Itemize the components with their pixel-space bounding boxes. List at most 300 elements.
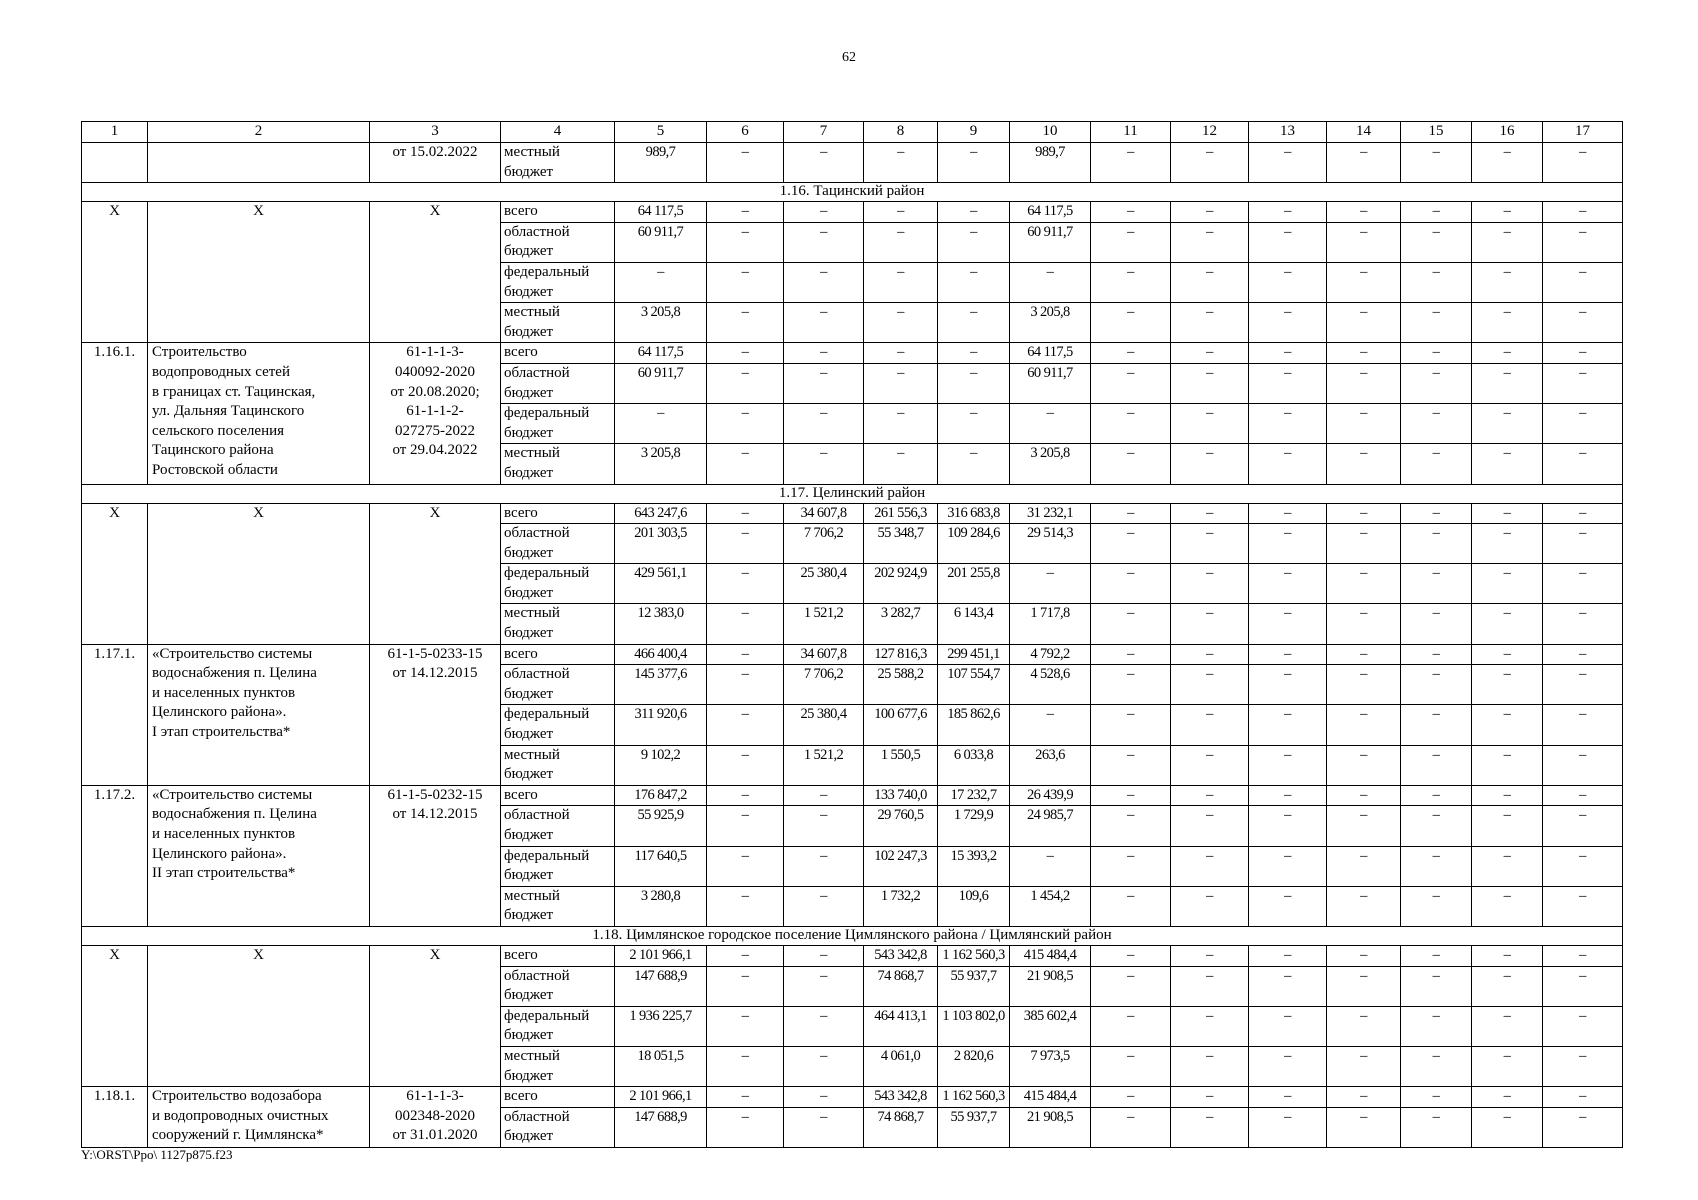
table-cell: –: [1401, 1107, 1472, 1147]
table-cell: –: [1091, 303, 1171, 343]
table-cell: –: [1091, 1046, 1171, 1086]
table-cell: 1 936 225,7: [615, 1006, 707, 1046]
table-cell: –: [707, 564, 784, 604]
table-cell: 202 924,9: [864, 564, 938, 604]
table-cell: –: [1171, 303, 1249, 343]
table-cell: –: [1249, 1046, 1327, 1086]
table-cell: 3 205,8: [615, 303, 707, 343]
table-cell: –: [1171, 1006, 1249, 1046]
table-cell: 1 729,9: [938, 806, 1010, 846]
table-cell: 74 868,7: [864, 1107, 938, 1147]
table-cell: –: [1472, 363, 1543, 403]
table-cell: 201 255,8: [938, 564, 1010, 604]
table-cell: 1 717,8: [1010, 604, 1091, 644]
table-cell: –: [1472, 143, 1543, 183]
table-cell: –: [784, 404, 864, 444]
table-cell: –: [1171, 143, 1249, 183]
table-cell: 1 454,2: [1010, 886, 1091, 926]
table-cell: «Строительство системы водоснабжения п. Целина и населенных пунктов Целинского района». II этап строительства*: [148, 785, 370, 926]
table-cell: 466 400,4: [615, 644, 707, 665]
table-cell: 989,7: [1010, 143, 1091, 183]
table-cell: –: [1171, 806, 1249, 846]
table-cell: –: [1543, 222, 1623, 262]
table-cell: Х: [82, 945, 148, 1086]
table-cell: –: [1543, 665, 1623, 705]
table-cell: областной бюджет: [501, 806, 615, 846]
table-cell: 6 033,8: [938, 745, 1010, 785]
table-cell: –: [1249, 886, 1327, 926]
table-cell: –: [1171, 846, 1249, 886]
table-cell: –: [1171, 343, 1249, 364]
table-cell: «Строительство системы водоснабжения п. Целина и населенных пунктов Целинского района». I этап строительства*: [148, 644, 370, 785]
table-cell: –: [938, 222, 1010, 262]
table-cell: 989,7: [615, 143, 707, 183]
table-cell: –: [1091, 524, 1171, 564]
table-cell: –: [1543, 745, 1623, 785]
table-cell: –: [1472, 222, 1543, 262]
table-cell: 145 377,6: [615, 665, 707, 705]
column-number-cell: 3: [370, 122, 501, 143]
table-cell: –: [1401, 806, 1472, 846]
table-cell: –: [707, 262, 784, 302]
table-cell: –: [1249, 604, 1327, 644]
table-cell: 2 820,6: [938, 1046, 1010, 1086]
table-cell: –: [1171, 966, 1249, 1006]
table-cell: –: [784, 143, 864, 183]
table-cell: всего: [501, 1087, 615, 1108]
table-cell: –: [1091, 363, 1171, 403]
table-cell: 25 380,4: [784, 705, 864, 745]
table-cell: –: [1401, 705, 1472, 745]
table-cell: –: [1472, 444, 1543, 484]
table-cell: 311 920,6: [615, 705, 707, 745]
table-cell: [82, 143, 148, 183]
table-cell: Х: [148, 503, 370, 644]
table-cell: –: [1249, 343, 1327, 364]
table-cell: 102 247,3: [864, 846, 938, 886]
table-cell: –: [707, 846, 784, 886]
table-cell: –: [1091, 604, 1171, 644]
table-cell: 4 061,0: [864, 1046, 938, 1086]
table-cell: –: [707, 222, 784, 262]
table-cell: 261 556,3: [864, 503, 938, 524]
table-cell: –: [1543, 945, 1623, 966]
table-cell: 7 706,2: [784, 665, 864, 705]
table-cell: областной бюджет: [501, 665, 615, 705]
table-cell: –: [707, 202, 784, 223]
table-cell: –: [1472, 945, 1543, 966]
table-cell: –: [864, 222, 938, 262]
table-cell: –: [707, 705, 784, 745]
table-cell: –: [1171, 604, 1249, 644]
table-cell: –: [938, 202, 1010, 223]
table-cell: 21 908,5: [1010, 1107, 1091, 1147]
table-cell: –: [1171, 1087, 1249, 1108]
table-cell: –: [784, 806, 864, 846]
table-cell: –: [1543, 1087, 1623, 1108]
table-cell: –: [1543, 785, 1623, 806]
table-cell: –: [784, 363, 864, 403]
table-cell: –: [784, 1107, 864, 1147]
table-cell: 26 439,9: [1010, 785, 1091, 806]
table-cell: –: [1472, 303, 1543, 343]
table-cell: всего: [501, 945, 615, 966]
table-cell: 34 607,8: [784, 503, 864, 524]
table-cell: 1 521,2: [784, 604, 864, 644]
table-cell: –: [1327, 745, 1401, 785]
table-cell: –: [1401, 404, 1472, 444]
table-row: [82, 503, 1623, 524]
table-cell: местный бюджет: [501, 1046, 615, 1086]
table-cell: –: [1543, 444, 1623, 484]
column-number-cell: 1: [82, 122, 148, 143]
table-cell: –: [1327, 665, 1401, 705]
table-cell: областной бюджет: [501, 1107, 615, 1147]
table-cell: 60 911,7: [615, 363, 707, 403]
table-cell: –: [707, 1107, 784, 1147]
table-cell: –: [1543, 644, 1623, 665]
table-cell: 1.17.1.: [82, 644, 148, 785]
table-cell: –: [1472, 1046, 1543, 1086]
column-number-cell: 7: [784, 122, 864, 143]
table-cell: всего: [501, 343, 615, 364]
table-cell: –: [1543, 1006, 1623, 1046]
table-cell: –: [1543, 564, 1623, 604]
table-cell: 18 051,5: [615, 1046, 707, 1086]
column-number-cell: 11: [1091, 122, 1171, 143]
table-cell: –: [707, 524, 784, 564]
table-cell: местный бюджет: [501, 886, 615, 926]
table-cell: 263,6: [1010, 745, 1091, 785]
table-cell: –: [1249, 745, 1327, 785]
table-cell: 60 911,7: [1010, 222, 1091, 262]
table-cell: 201 303,5: [615, 524, 707, 564]
table-cell: –: [864, 444, 938, 484]
table-cell: –: [1472, 665, 1543, 705]
table-cell: –: [1401, 222, 1472, 262]
table-cell: областной бюджет: [501, 222, 615, 262]
table-cell: –: [1010, 564, 1091, 604]
table-cell: –: [784, 785, 864, 806]
table-cell: 100 677,6: [864, 705, 938, 745]
table-cell: –: [1543, 202, 1623, 223]
table-cell: –: [1171, 404, 1249, 444]
table-cell: –: [1091, 945, 1171, 966]
table-cell: 9 102,2: [615, 745, 707, 785]
table-cell: –: [1249, 1107, 1327, 1147]
table-cell: федеральный бюджет: [501, 564, 615, 604]
table-cell: Х: [370, 503, 501, 644]
table-cell: 1 732,2: [864, 886, 938, 926]
table-cell: –: [1472, 745, 1543, 785]
table-cell: 1.18.1.: [82, 1087, 148, 1148]
table-cell: 61-1-1-3- 040092-2020 от 20.08.2020; 61-1-1-2- 027275-2022 от 29.04.2022: [370, 343, 501, 484]
table-cell: –: [1472, 524, 1543, 564]
table-cell: –: [1171, 202, 1249, 223]
table-cell: –: [1472, 1006, 1543, 1046]
column-number-cell: 16: [1472, 122, 1543, 143]
table-cell: –: [1091, 886, 1171, 926]
table-cell: –: [938, 262, 1010, 302]
table-cell: 3 205,8: [1010, 303, 1091, 343]
table-cell: –: [1327, 444, 1401, 484]
table-cell: –: [1327, 1006, 1401, 1046]
table-cell: –: [1327, 363, 1401, 403]
table-cell: Х: [370, 945, 501, 1086]
table-cell: 3 282,7: [864, 604, 938, 644]
table-cell: –: [1472, 503, 1543, 524]
table-cell: –: [1472, 644, 1543, 665]
table-cell: –: [1401, 665, 1472, 705]
table-cell: –: [864, 343, 938, 364]
table-cell: –: [707, 604, 784, 644]
table-cell: –: [1543, 966, 1623, 1006]
table-cell: –: [1171, 886, 1249, 926]
table-cell: –: [1249, 665, 1327, 705]
table-cell: –: [1249, 966, 1327, 1006]
column-number-cell: 17: [1543, 122, 1623, 143]
table-cell: –: [1472, 966, 1543, 1006]
table-cell: 2 101 966,1: [615, 945, 707, 966]
table-cell: –: [1543, 846, 1623, 886]
table-cell: 64 117,5: [615, 343, 707, 364]
table-cell: –: [707, 945, 784, 966]
table-cell: 3 205,8: [615, 444, 707, 484]
table-row: [82, 1087, 1623, 1108]
table-cell: –: [1249, 1087, 1327, 1108]
table-cell: –: [784, 1046, 864, 1086]
table-cell: 643 247,6: [615, 503, 707, 524]
table-cell: –: [1327, 343, 1401, 364]
table-cell: 7 706,2: [784, 524, 864, 564]
table-cell: –: [1171, 665, 1249, 705]
table-cell: –: [1249, 363, 1327, 403]
table-cell: –: [938, 444, 1010, 484]
table-cell: –: [1543, 503, 1623, 524]
table-cell: –: [707, 886, 784, 926]
footer-file-path: Y:\ORST\Ppo\ 1127p875.f23: [81, 1147, 233, 1162]
column-number-cell: 5: [615, 122, 707, 143]
column-number-cell: 12: [1171, 122, 1249, 143]
table-cell: 6 143,4: [938, 604, 1010, 644]
table-cell: 147 688,9: [615, 1107, 707, 1147]
section-title: 1.18. Цимлянское городское поселение Цимлянского района / Цимлянский район: [82, 926, 1623, 945]
table-cell: –: [1091, 785, 1171, 806]
table-cell: –: [1543, 806, 1623, 846]
table-cell: –: [615, 262, 707, 302]
table-cell: –: [1249, 1006, 1327, 1046]
table-cell: –: [784, 1087, 864, 1108]
table-cell: 127 816,3: [864, 644, 938, 665]
table-cell: 55 937,7: [938, 1107, 1010, 1147]
table-cell: –: [1327, 886, 1401, 926]
table-cell: –: [1401, 745, 1472, 785]
table-cell: 64 117,5: [615, 202, 707, 223]
table-cell: –: [784, 444, 864, 484]
table-cell: –: [938, 143, 1010, 183]
table-cell: 21 908,5: [1010, 966, 1091, 1006]
table-cell: –: [1091, 143, 1171, 183]
table-cell: 109 284,6: [938, 524, 1010, 564]
table-cell: –: [1472, 202, 1543, 223]
section-header-row: [82, 484, 1623, 503]
table-cell: –: [1091, 644, 1171, 665]
table-cell: 61-1-5-0232-15 от 14.12.2015: [370, 785, 501, 926]
column-number-cell: 15: [1401, 122, 1472, 143]
table-cell: 25 380,4: [784, 564, 864, 604]
table-cell: 64 117,5: [1010, 343, 1091, 364]
table-cell: –: [1327, 846, 1401, 886]
table-cell: –: [1249, 785, 1327, 806]
table-cell: 29 760,5: [864, 806, 938, 846]
table-cell: –: [1401, 1046, 1472, 1086]
section-header-row: [82, 183, 1623, 202]
column-number-cell: 4: [501, 122, 615, 143]
table-cell: 299 451,1: [938, 644, 1010, 665]
table-cell: –: [707, 143, 784, 183]
table-cell: 15 393,2: [938, 846, 1010, 886]
table-cell: 29 514,3: [1010, 524, 1091, 564]
table-cell: –: [1543, 1107, 1623, 1147]
table-cell: федеральный бюджет: [501, 1006, 615, 1046]
table-cell: местный бюджет: [501, 444, 615, 484]
table-cell: 61-1-1-3- 002348-2020 от 31.01.2020: [370, 1087, 501, 1148]
table-cell: –: [1249, 806, 1327, 846]
table-cell: –: [1401, 785, 1472, 806]
table-cell: –: [864, 363, 938, 403]
table-cell: –: [1091, 222, 1171, 262]
table-cell: –: [1010, 262, 1091, 302]
table-cell: –: [784, 262, 864, 302]
table-cell: [148, 143, 370, 183]
table-cell: –: [707, 644, 784, 665]
table-cell: Х: [148, 945, 370, 1086]
table-cell: Строительство водозабора и водопроводных очистных сооружений г. Цимлянска*: [148, 1087, 370, 1148]
table-cell: 31 232,1: [1010, 503, 1091, 524]
table-cell: 415 484,4: [1010, 945, 1091, 966]
table-cell: –: [1401, 966, 1472, 1006]
table-cell: –: [1091, 705, 1171, 745]
table-cell: областной бюджет: [501, 524, 615, 564]
table-cell: –: [1543, 363, 1623, 403]
table-cell: 3 205,8: [1010, 444, 1091, 484]
table-cell: –: [1091, 262, 1171, 302]
table-cell: –: [784, 202, 864, 223]
table-cell: –: [1472, 1107, 1543, 1147]
table-cell: –: [1327, 785, 1401, 806]
table-cell: –: [1472, 1087, 1543, 1108]
table-cell: –: [1091, 343, 1171, 364]
table-cell: –: [1249, 444, 1327, 484]
table-cell: –: [1543, 1046, 1623, 1086]
table-cell: –: [1401, 644, 1472, 665]
table-cell: –: [1091, 1107, 1171, 1147]
table-cell: –: [1091, 503, 1171, 524]
table-cell: –: [1543, 604, 1623, 644]
table-cell: –: [784, 846, 864, 886]
table-cell: –: [1327, 945, 1401, 966]
table-cell: –: [1249, 846, 1327, 886]
table-cell: –: [1171, 945, 1249, 966]
column-number-cell: 8: [864, 122, 938, 143]
table-cell: –: [1091, 444, 1171, 484]
table-cell: –: [1171, 222, 1249, 262]
budget-table: [81, 121, 1623, 1148]
table-cell: федеральный бюджет: [501, 705, 615, 745]
table-cell: –: [938, 363, 1010, 403]
table-cell: –: [1543, 705, 1623, 745]
table-cell: –: [707, 444, 784, 484]
table-cell: –: [1327, 644, 1401, 665]
table-cell: –: [1401, 262, 1472, 302]
table-cell: –: [1249, 404, 1327, 444]
table-cell: –: [1171, 564, 1249, 604]
table-cell: 55 937,7: [938, 966, 1010, 1006]
table-cell: 543 342,8: [864, 945, 938, 966]
table-cell: –: [1327, 1046, 1401, 1086]
table-cell: –: [707, 343, 784, 364]
table-cell: 109,6: [938, 886, 1010, 926]
table-cell: –: [707, 785, 784, 806]
table-cell: –: [1327, 564, 1401, 604]
table-cell: 185 862,6: [938, 705, 1010, 745]
table-cell: –: [1091, 202, 1171, 223]
table-cell: –: [1401, 886, 1472, 926]
table-cell: –: [707, 1087, 784, 1108]
table-cell: –: [1401, 202, 1472, 223]
table-cell: –: [1472, 846, 1543, 886]
table-cell: –: [1091, 745, 1171, 785]
table-cell: –: [707, 1046, 784, 1086]
table-cell: –: [1091, 846, 1171, 886]
table-cell: 4 792,2: [1010, 644, 1091, 665]
table-cell: –: [1010, 404, 1091, 444]
table-row: [82, 644, 1623, 665]
table-row: [82, 785, 1623, 806]
table-cell: –: [1543, 404, 1623, 444]
table-cell: 55 925,9: [615, 806, 707, 846]
table-cell: –: [1249, 262, 1327, 302]
column-number-cell: 9: [938, 122, 1010, 143]
table-cell: –: [615, 404, 707, 444]
table-cell: –: [1401, 343, 1472, 364]
table-cell: –: [1327, 966, 1401, 1006]
table-cell: –: [1327, 143, 1401, 183]
table-cell: всего: [501, 785, 615, 806]
table-cell: –: [1249, 564, 1327, 604]
table-cell: –: [1401, 604, 1472, 644]
table-cell: –: [1472, 604, 1543, 644]
table-cell: –: [1472, 343, 1543, 364]
table-cell: –: [864, 143, 938, 183]
table-cell: –: [938, 343, 1010, 364]
table-cell: 4 528,6: [1010, 665, 1091, 705]
table-body: [82, 122, 1623, 1148]
table-cell: –: [1091, 564, 1171, 604]
section-title: 1.17. Целинский район: [82, 484, 1623, 503]
table-cell: от 15.02.2022: [370, 143, 501, 183]
table-cell: –: [1249, 503, 1327, 524]
table-cell: 107 554,7: [938, 665, 1010, 705]
table-cell: –: [1401, 945, 1472, 966]
table-cell: –: [784, 303, 864, 343]
table-cell: Х: [148, 202, 370, 343]
table-cell: –: [1249, 644, 1327, 665]
table-cell: –: [1327, 222, 1401, 262]
table-cell: –: [1472, 564, 1543, 604]
table-cell: –: [1472, 806, 1543, 846]
table-cell: местный бюджет: [501, 303, 615, 343]
